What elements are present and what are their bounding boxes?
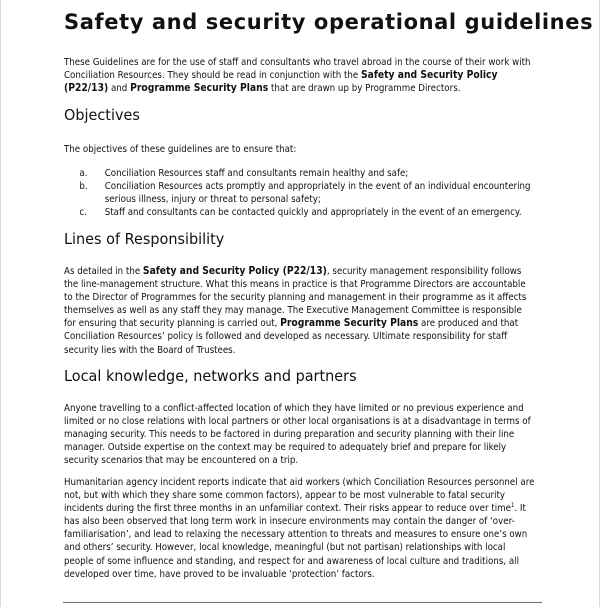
paragraph-text-before-footnote: Humanitarian agency incident reports indicate that aid workers (which Conciliation Resources personnel are not, but with which they share some common factors), appear to be most vulnerable to fatal security incidents during the first three months in an unfamiliar context. Their risks appear to reduce over time (64, 477, 535, 515)
list-item (64, 206, 535, 219)
list-marker: c. (79, 207, 87, 219)
intro-text-3: that are drawn up by Programme Directors. (268, 83, 461, 95)
list-item-text: Conciliation Resources acts promptly and appropriately in the event of an individual encountering serious illness, injury or threat to personal safety; (104, 181, 531, 206)
footnote-marker[interactable]: 1 (510, 502, 515, 509)
intro-paragraph (64, 56, 536, 95)
list-item (64, 180, 535, 206)
footnote-separator (63, 602, 542, 603)
list-marker: b. (79, 181, 88, 193)
policy-reference: Safety and Security Policy (P22/13) (64, 70, 498, 95)
list-item-text: Conciliation Resources staff and consultants remain healthy and safe; (104, 168, 409, 179)
intro-text-1: These Guidelines are for the use of staff and consultants who travel abroad in the course of their work with Conciliation Resources. They should be read in conjunction with the (64, 57, 531, 82)
responsibility-text-3: are produced and that Conciliation Resources’ policy is followed and developed as necessary. Ultimate responsibility for staff security lies with the Board of Trustees. (64, 318, 519, 356)
document-title: Safety and security operational guidelines (64, 10, 594, 34)
responsibility-paragraph (64, 265, 536, 357)
intro-text-2: and (108, 83, 131, 95)
section-heading-objectives: Objectives (64, 106, 140, 124)
list-item-text: Staff and consultants can be contacted quickly and appropriately in the event of an emergency. (104, 207, 522, 219)
objectives-lead: The objectives of these guidelines are to ensure that: (64, 144, 297, 155)
plans-reference: Programme Security Plans (280, 318, 419, 330)
paragraph-text-after-footnote: . It has also been observed that long term work in insecure environments may contain the danger of ‘over-familiarisation’, and lead to relaxing the necessary attention to threats and measures to ensure one’s own and others’ security. However, local knowledge, meaningful (but not partisan) relationships with local people of some influence and standing, and respect for and awareness of local culture and traditions, all developed over time, have proved to be invaluable ‘protection’ factors. (64, 503, 528, 580)
list-marker: a. (79, 168, 88, 179)
responsibility-text-1: As detailed in the (64, 266, 143, 277)
policy-reference: Safety and Security Policy (P22/13) (142, 266, 327, 277)
plans-reference: Programme Security Plans (130, 83, 269, 95)
section-heading-local-knowledge: Local knowledge, networks and partners (64, 367, 357, 385)
local-knowledge-paragraph-2 (64, 476, 536, 581)
section-heading-responsibility: Lines of Responsibility (64, 230, 225, 248)
objectives-list (64, 167, 535, 219)
local-knowledge-paragraph-1: Anyone travelling to a conflict-affected location of which they have limited or no previous experience and limited or no close relations with local partners or other local organisations is at a disadvantage in terms of managing security. This needs to be factored in during preparation and security planning with their line manager. Outside expertise on the context may be required to adequately brief and prepare for likely security scenarios that may be encountered on a trip. (64, 403, 531, 467)
responsibility-text-2: , security management responsibility follows the line-management structure. What this means in practice is that Programme Directors are accountable to the Director of Programmes for the security planning and management in their programme as it affects themselves as well as any staff they may manage. The Executive Management Committee is responsible for ensuring that security planning is carried out, (64, 266, 527, 330)
list-item (64, 167, 535, 180)
